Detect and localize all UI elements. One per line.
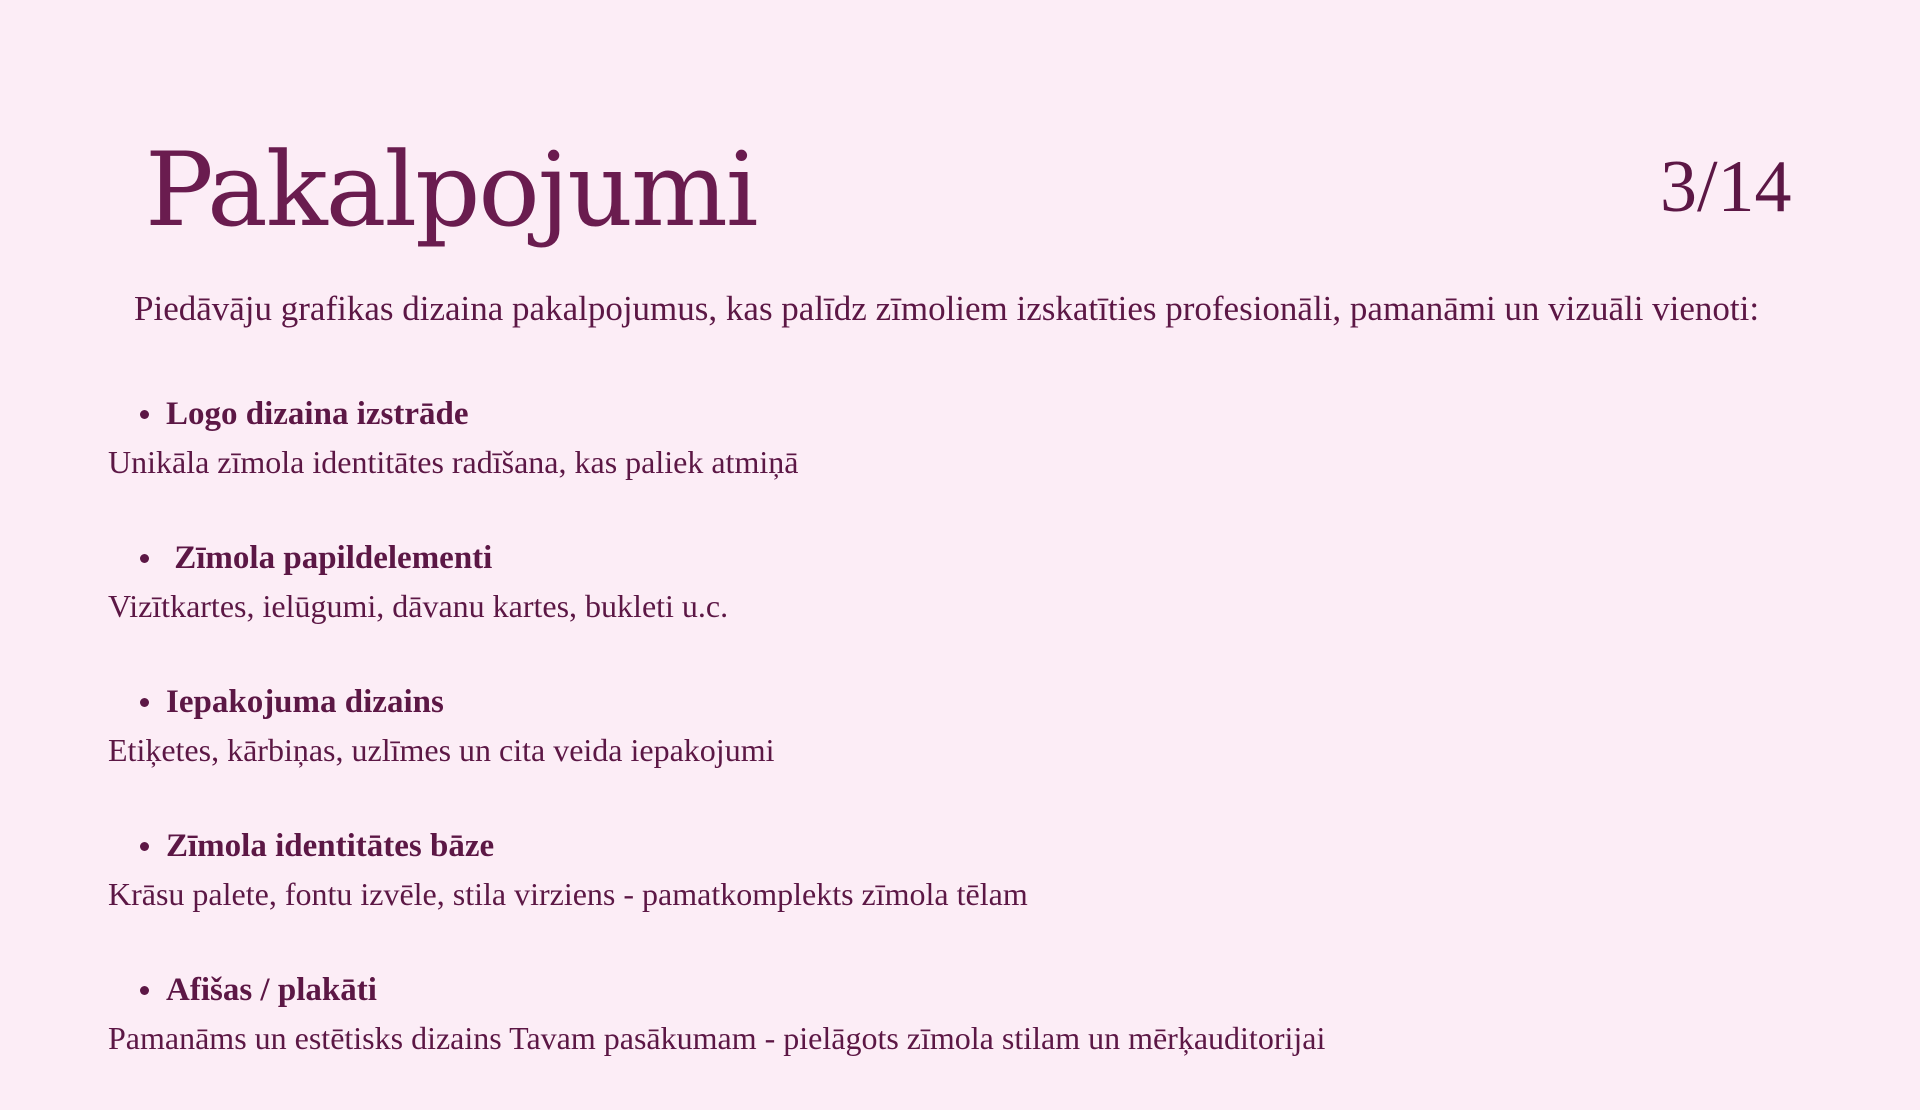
- service-title: Zīmola papildelementi: [166, 539, 493, 576]
- service-heading: [108, 390, 1818, 438]
- service-heading: [108, 534, 1818, 582]
- service-title: Iepakojuma dizains: [166, 683, 444, 720]
- page-number: 3/14: [1660, 146, 1792, 228]
- service-item-packaging: [108, 678, 1818, 822]
- service-item-brand-identity: [108, 822, 1818, 966]
- service-description: Unikāla zīmola identitātes radīšana, kas paliek atmiņā: [108, 443, 799, 480]
- services-list: [108, 390, 1818, 1110]
- service-title: Zīmola identitātes bāze: [166, 827, 495, 864]
- bullet-icon: [140, 842, 149, 851]
- bullet-icon: [140, 410, 149, 419]
- bullet-icon: [140, 698, 149, 707]
- service-description: Etiķetes, kārbiņas, uzlīmes un cita veida iepakojumi: [108, 731, 775, 768]
- service-description: Krāsu palete, fontu izvēle, stila virziens - pamatkomplekts zīmola tēlam: [108, 875, 1028, 912]
- service-title: Afišas / plakāti: [166, 971, 377, 1008]
- bullet-icon: [140, 986, 149, 995]
- service-description: Pamanāms un estētisks dizains Tavam pasākumam - pielāgots zīmola stilam un mērķauditorijai: [108, 1019, 1326, 1056]
- service-item-logo: [108, 390, 1818, 534]
- service-heading: [108, 966, 1818, 1014]
- service-item-brand-elements: [108, 534, 1818, 678]
- page-title: Pakalpojumi: [145, 131, 757, 250]
- bullet-icon: [140, 554, 149, 563]
- service-title: Logo dizaina izstrāde: [166, 395, 469, 432]
- service-description: Vizītkartes, ielūgumi, dāvanu kartes, bukleti u.c.: [108, 587, 729, 624]
- service-heading: [108, 822, 1818, 870]
- service-heading: [108, 678, 1818, 726]
- intro-text: Piedāvāju grafikas dizaina pakalpojumus, kas palīdz zīmoliem izskatīties profesionāli, pamanāmi un vizuāli vienoti:: [134, 289, 1760, 328]
- service-item-posters: [108, 966, 1818, 1110]
